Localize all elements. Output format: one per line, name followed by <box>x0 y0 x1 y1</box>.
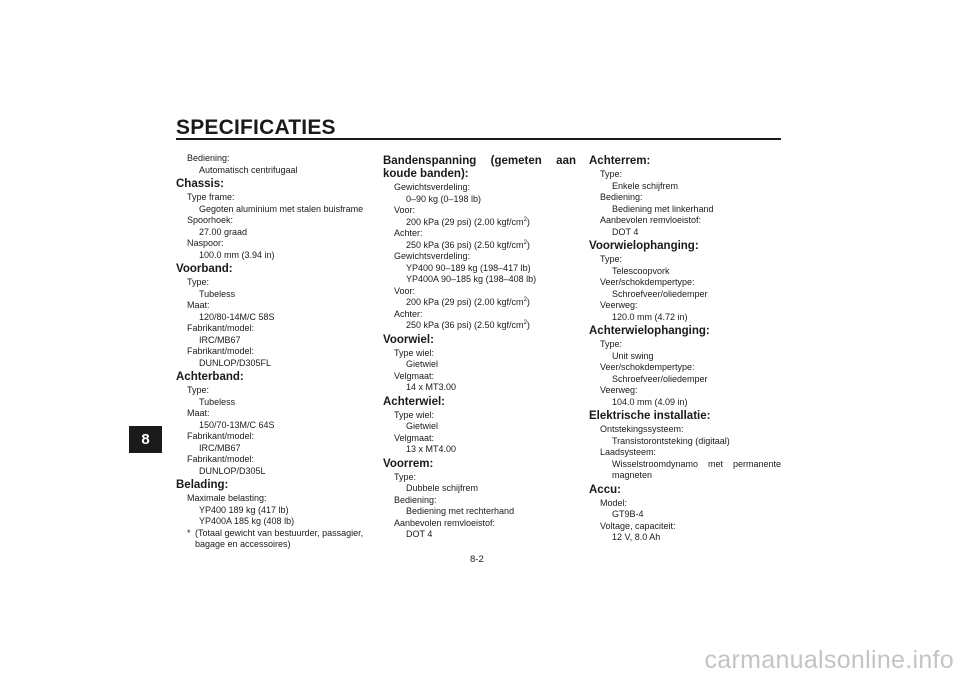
spec-label: Spoorhoek: <box>187 215 234 225</box>
spec-value: 0–90 kg (0–198 lb) <box>406 193 482 204</box>
spec-value: Gegoten aluminium met stalen buisframe <box>199 203 364 214</box>
spec-value: 250 kPa (36 psi) (2.50 kgf/$cm^2$) <box>406 239 530 250</box>
spec-value: 27.00 graad <box>199 226 248 237</box>
spec-value: Schroefveer/oliedemper <box>612 288 708 299</box>
section-heading-chassis: Chassis: <box>176 178 224 190</box>
spec-value: YP400A 90–185 kg (198–408 lb) <box>406 274 537 284</box>
spec-label: Ontstekingssysteem: <box>600 424 684 434</box>
spec-label: Type frame: <box>187 192 235 202</box>
spec-column-3 <box>589 153 781 544</box>
footnote-text: (Totaal gewicht van bestuurder, passagier, bagage en accessoires) <box>195 527 364 549</box>
spec-value: Gietwiel <box>406 421 439 431</box>
spec-label: Aanbevolen remvloeistof: <box>394 517 496 528</box>
spec-value: YP400 189 kg (417 lb) <box>199 504 289 515</box>
spec-label: Fabrikant/model: <box>187 346 255 356</box>
spec-label: Achter: <box>394 228 423 238</box>
spec-value: 100.0 mm (3.94 in) <box>199 249 275 260</box>
spec-column-1 <box>176 153 368 551</box>
spec-value: 120.0 mm (4.72 in) <box>612 311 688 322</box>
spec-value: 250 kPa (36 psi) (2.50 kgf/$cm^2$) <box>406 320 530 330</box>
footnote-marker: * <box>187 527 191 538</box>
section-heading-front-suspension: Voorwielophanging: <box>589 240 699 252</box>
spec-value: Wisselstroomdynamo met permanente magneten <box>612 458 781 480</box>
spec-label: Laadsysteem: <box>600 447 657 457</box>
spec-value: 14 x MT3.00 <box>406 382 457 392</box>
spec-label: Naspoor: <box>187 238 224 248</box>
spec-value: Enkele schijfrem <box>612 180 679 191</box>
page-title: SPECIFICATIES <box>176 116 336 139</box>
spec-value: Unit swing <box>612 350 654 361</box>
spec-value: Tubeless <box>199 288 236 299</box>
spec-label: Fabrikant/model: <box>187 323 255 333</box>
spec-value: GT9B-4 <box>612 509 644 519</box>
spec-label: Voltage, capaciteit: <box>600 520 676 531</box>
spec-label: Type wiel: <box>394 347 435 358</box>
spec-value: 104.0 mm (4.09 in) <box>612 396 688 407</box>
spec-value: DOT 4 <box>406 529 433 539</box>
spec-label: Veerweg: <box>600 385 638 395</box>
spec-label: Type: <box>187 385 210 395</box>
spec-label: Veerweg: <box>600 300 638 310</box>
spec-value: Bediening met linkerhand <box>612 203 714 214</box>
spec-label: Model: <box>600 497 628 508</box>
section-heading-rear-wheel: Achterwiel: <box>383 395 445 408</box>
spec-value: 120/80-14M/C 58S <box>199 311 275 322</box>
spec-value: 12 V, 8.0 Ah <box>612 532 661 542</box>
section-heading-loading: Belading: <box>176 479 229 491</box>
spec-value: DUNLOP/D305FL <box>199 357 272 368</box>
spec-value: Schroefveer/oliedemper <box>612 373 708 384</box>
title-rule <box>176 138 781 140</box>
section-heading-front-wheel: Voorwiel: <box>383 333 434 346</box>
spec-value: Automatisch centrifugaal <box>199 164 298 175</box>
spec-label: Type: <box>600 169 623 179</box>
spec-label: Voor: <box>394 205 416 215</box>
spec-value: 13 x MT4.00 <box>406 444 457 454</box>
spec-label: Bediening: <box>600 192 643 202</box>
spec-value: 200 kPa (29 psi) (2.00 kgf/$cm^2$) <box>406 297 530 307</box>
section-heading-front-brake: Voorrem: <box>383 457 434 470</box>
spec-value: Gietwiel <box>406 359 439 369</box>
page-number: 8-2 <box>470 554 484 565</box>
spec-label: Veer/schokdempertype: <box>600 277 695 287</box>
spec-value: Transistorontsteking (digitaal) <box>612 435 730 446</box>
section-heading-electrical: Elektrische installatie: <box>589 410 711 422</box>
chapter-tab: 8 <box>129 426 162 453</box>
spec-label: Type: <box>600 339 623 349</box>
spec-value: YP400A 185 kg (408 lb) <box>199 516 295 526</box>
spec-label: Type: <box>600 254 623 264</box>
spec-value: Bediening met rechterhand <box>406 506 515 516</box>
spec-value: IRC/MB67 <box>199 334 241 345</box>
spec-label: Achter: <box>394 308 423 319</box>
spec-column-2 <box>383 153 576 541</box>
section-heading-rear-tire: Achterband: <box>176 371 244 383</box>
spec-label: Aanbevolen remvloeistof: <box>600 215 702 225</box>
spec-label: Type: <box>394 471 417 482</box>
spec-label: Velgmaat: <box>394 370 435 381</box>
spec-label: Maat: <box>187 408 210 418</box>
spec-label: Gewichtsverdeling: <box>394 182 471 192</box>
spec-label: Fabrikant/model: <box>187 431 255 441</box>
section-heading-tire-pressure: Bandenspanning (gemeten aan koude banden): <box>383 155 576 180</box>
spec-value: DUNLOP/D305L <box>199 465 266 476</box>
spec-label: Maximale belasting: <box>187 493 267 503</box>
spec-label: Bediening: <box>187 153 230 163</box>
spec-value: Dubbele schijfrem <box>406 483 479 493</box>
section-heading-rear-brake: Achterrem: <box>589 155 651 167</box>
spec-value: Telescoopvork <box>612 265 670 276</box>
footnote <box>176 528 368 551</box>
spec-label: Maat: <box>187 300 210 310</box>
spec-value: DOT 4 <box>612 226 639 237</box>
spec-label: Type wiel: <box>394 409 435 420</box>
spec-value: YP400 90–189 kg (198–417 lb) <box>406 262 531 273</box>
section-heading-rear-suspension: Achterwielophanging: <box>589 325 710 337</box>
spec-value: 200 kPa (29 psi) (2.00 kgf/$cm^2$) <box>406 216 530 227</box>
spec-label: Veer/schokdempertype: <box>600 362 695 372</box>
spec-label: Gewichtsverdeling: <box>394 251 471 261</box>
section-heading-front-tire: Voorband: <box>176 263 233 275</box>
spec-value: Tubeless <box>199 396 236 407</box>
spec-label: Velgmaat: <box>394 432 435 443</box>
spec-label: Bediening: <box>394 494 437 505</box>
spec-label: Type: <box>187 277 210 287</box>
spec-label: Voor: <box>394 285 416 296</box>
watermark: carmanualsonline.info <box>704 646 954 674</box>
spec-value: IRC/MB67 <box>199 442 241 453</box>
section-heading-battery: Accu: <box>589 483 621 496</box>
spec-value: 150/70-13M/C 64S <box>199 419 275 430</box>
spec-label: Fabrikant/model: <box>187 454 255 464</box>
